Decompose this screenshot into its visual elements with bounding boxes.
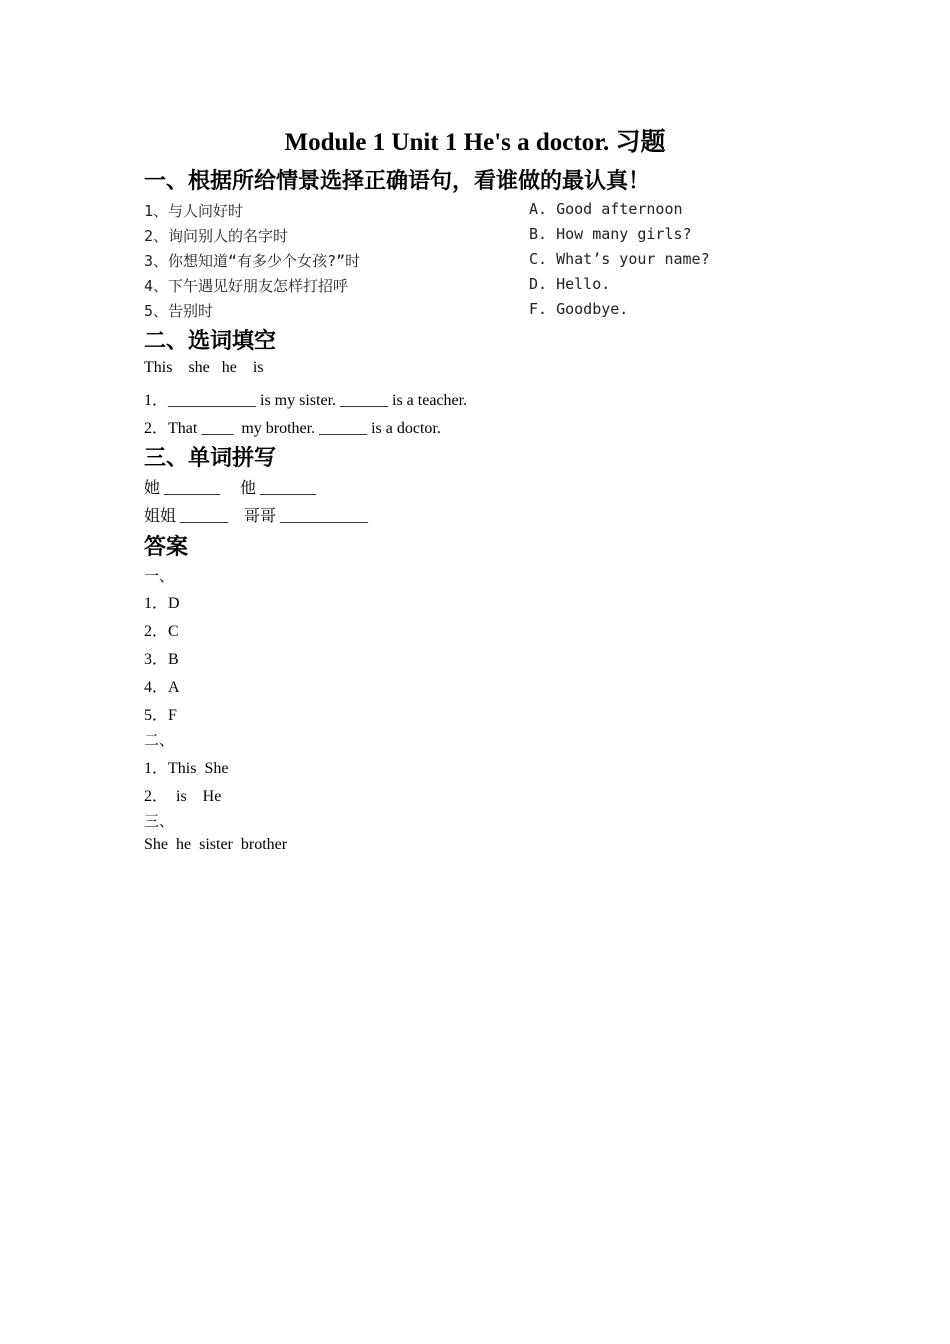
section2-heading: 二、选词填空 <box>144 329 277 354</box>
answer-1-2: 2．C <box>144 623 179 640</box>
document-title: Module 1 Unit 1 He's a doctor. 习题 <box>284 129 666 156</box>
answer-1-3: 3．B <box>144 651 179 668</box>
answer-2-2: 2． is He <box>144 788 222 805</box>
question-4: 4、下午遇见好朋友怎样打招呼 <box>144 277 349 295</box>
answer-1-1: 1．D <box>144 595 180 612</box>
spelling-item-2: 姐姐 ______ 哥哥 ___________ <box>144 508 369 525</box>
question-2: 2、询问别人的名字时 <box>144 227 289 245</box>
section3-heading: 三、单词拼写 <box>144 446 277 471</box>
question-3: 3、你想知道“有多少个女孩?”时 <box>144 252 361 270</box>
answers-heading: 答案 <box>144 535 189 560</box>
option-f: F. Goodbye. <box>529 300 629 318</box>
question-5: 5、告别时 <box>144 302 214 320</box>
option-d: D. Hello. <box>529 275 611 293</box>
word-bank: This she he is <box>144 359 264 376</box>
spelling-item-1: 她 _______ 他 _______ <box>144 480 317 497</box>
answer-1-4: 4．A <box>144 679 180 696</box>
answer-3: She he sister brother <box>144 836 288 853</box>
answers-part3-label: 三、 <box>144 814 175 830</box>
option-c: C. What’s your name? <box>529 250 710 268</box>
answer-2-1: 1．This She <box>144 760 229 777</box>
option-a: A. Good afternoon <box>529 200 683 218</box>
answer-1-5: 5．F <box>144 707 177 724</box>
question-1: 1、与人问好时 <box>144 202 244 220</box>
section1-heading: 一、根据所给情景选择正确语句，看谁做的最认真！ <box>144 169 651 194</box>
option-b: B. How many girls? <box>529 225 692 243</box>
answers-part1-label: 一、 <box>144 569 175 585</box>
fill-item-2: 2．That ____ my brother. ______ is a doctor. <box>144 420 441 437</box>
fill-item-1: 1．___________ is my sister. ______ is a teacher. <box>144 392 468 409</box>
answers-part2-label: 二、 <box>144 733 175 749</box>
